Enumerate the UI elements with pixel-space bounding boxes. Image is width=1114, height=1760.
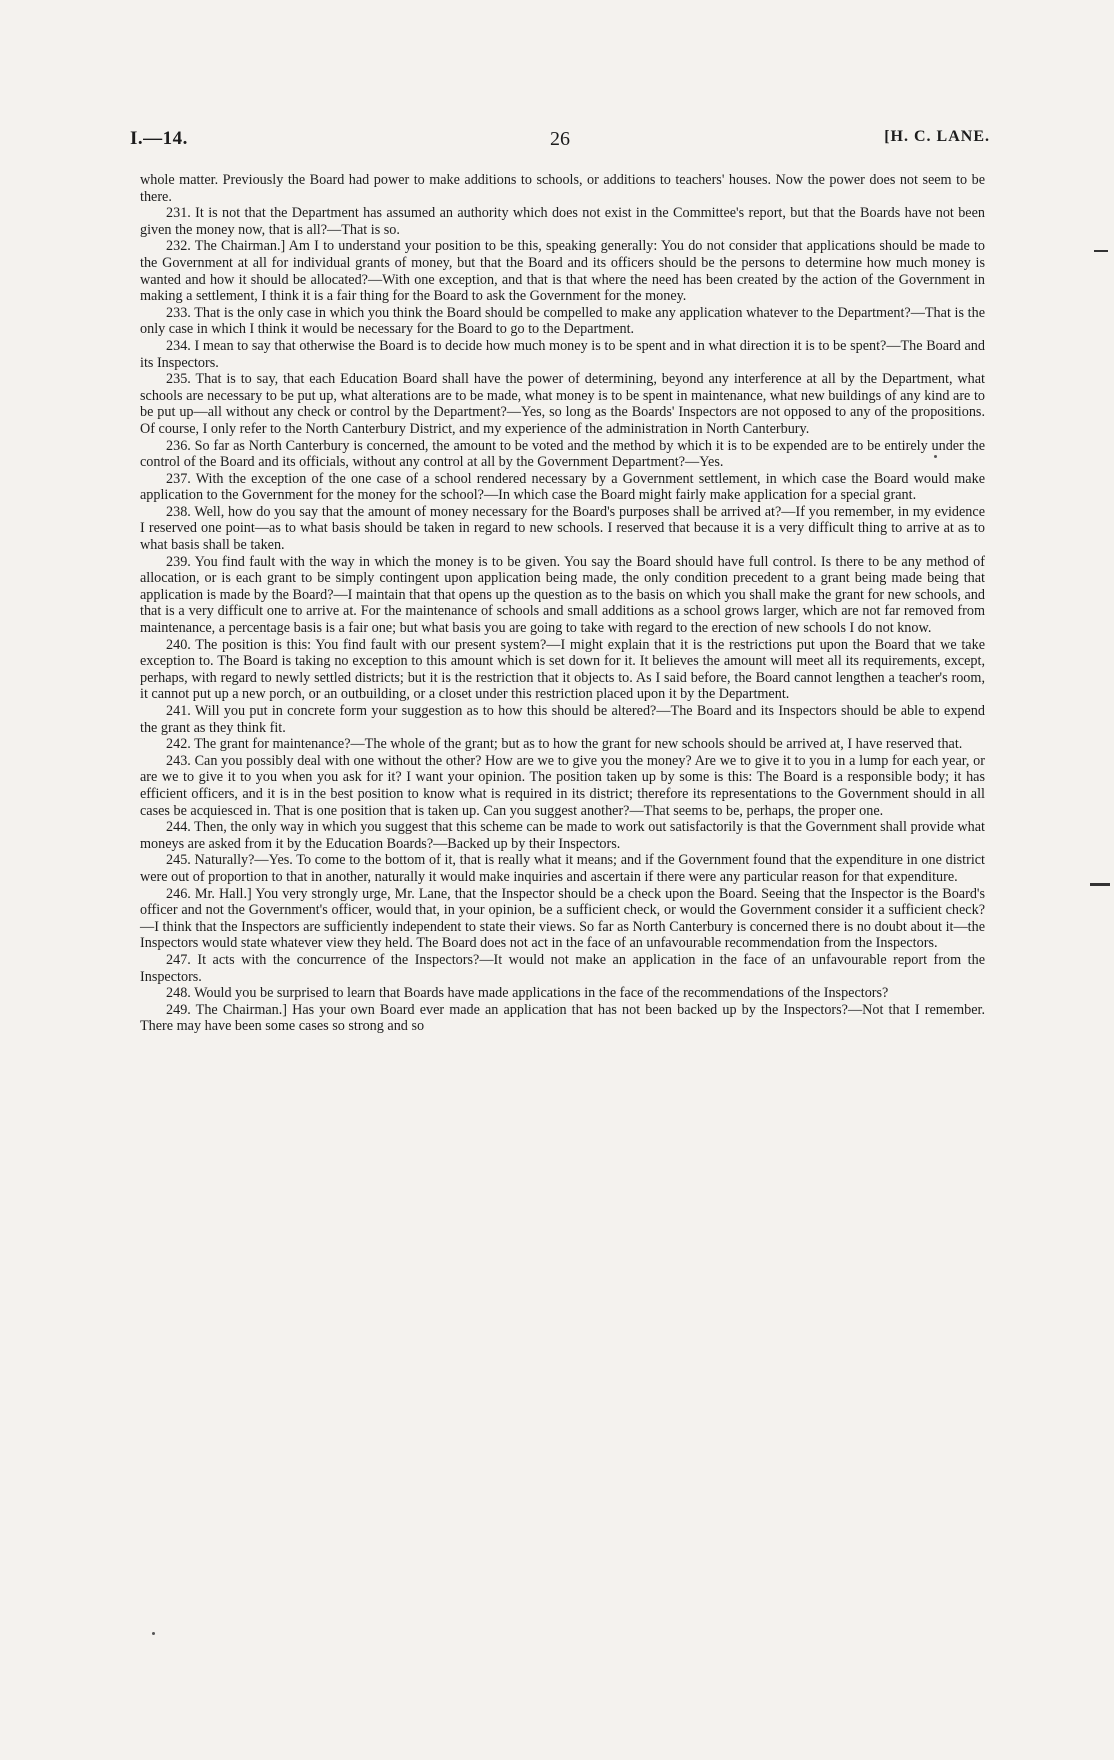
scan-speck <box>934 455 937 458</box>
paragraph: 240. The position is this: You find fault with our present system?—I might explain that it is the restrictions put upon the Board that we take exception to. The Board is taking no exception to this amount which is set down for it. It believes the amount will meet all its requirements, except, perhaps, with regard to newly settled districts; but it is the restriction that it objects to. As I said before, the Board cannot lengthen a teacher's room, it cannot put up a new porch, or an outbuilding, or a closet under this restriction placed upon it by the Department. <box>140 636 985 703</box>
page-header <box>130 128 990 152</box>
paragraph: 246. Mr. Hall.] You very strongly urge, Mr. Lane, that the Inspector should be a check upon the Board. Seeing that the Inspector is the Board's officer and not the Government's officer, would that, in your opinion, be a sufficient check, or would the Government consider it a sufficient check?—I think that the Inspectors are sufficiently independent to state their views. So far as North Canterbury is concerned there is no doubt about it—the Inspectors would state whatever view they held. The Board does not act in the face of an unfavourable recommendation from the Inspectors. <box>140 885 985 952</box>
margin-mark <box>1090 883 1110 886</box>
paper-reference: I.—14. <box>130 128 188 149</box>
paragraph: 245. Naturally?—Yes. To come to the bottom of it, that is really what it means; and if the Government found that the expenditure in one district were out of proportion to that in another, naturally it would make inquiries and ascertain if there were any particular reason for that expenditure. <box>140 852 985 885</box>
witness-name: [H. C. LANE. <box>884 128 990 145</box>
paragraph: 235. That is to say, that each Education Board shall have the power of determining, beyond any interference at all by the Department, what schools are necessary to be put up, what alterations are to be made, what money is to be spent in maintenance, what new buildings of any kind are to be put up—all without any check or control by the Department?—Yes, so long as the Boards' Inspectors are not opposed to any of the propositions. Of course, I only refer to the North Canterbury District, and my experience of the administration in North Canterbury. <box>140 371 985 437</box>
paragraph: 233. That is the only case in which you think the Board should be compelled to make any application whatever to the Department?—That is the only case in which I think it would be necessary for the Board to go to the Department. <box>140 304 985 338</box>
paragraph: 248. Would you be surprised to learn that Boards have made applications in the face of the recommendations of the Inspectors? <box>166 985 889 1002</box>
paragraph: 232. The Chairman.] Am I to understand your position to be this, speaking generally: You do not consider that applications should be made to the Government at all for individual grants of money, but that the Board and its officers should be the persons to determine how much money is wanted and how it should be allocated?—With one exception, and that is that where the need has been created by the action of the Government in making a settlement, I think it is a fair thing for the Board to ask the Government for the money. <box>140 238 985 305</box>
paragraph: 238. Well, how do you say that the amount of money necessary for the Board's purposes shall be arrived at?—If you remember, in my evidence I reserved one point—as to what basis should be taken in regard to new schools. I reserved that because it is a very difficult thing to arrive at as to what basis shall be taken. <box>140 503 985 554</box>
paragraph: 247. It acts with the concurrence of the Inspectors?—It would not make an application in the face of an unfavourable report from the Inspectors. <box>140 951 985 985</box>
paragraph: 249. The Chairman.] Has your own Board ever made an application that has not been backed up by the Inspectors?—Not that I remember. There may have been some cases so strong and so <box>140 1001 985 1035</box>
paragraph: whole matter. Previously the Board had power to make additions to schools, or additions to teachers' houses. Now the power does not seem to be there. <box>140 172 985 205</box>
paragraph: 239. You find fault with the way in which the money is to be given. You say the Board should have full control. Is there to be any method of allocation, or is each grant to be simply contingent upon application being made, the only condition precedent to a grant being made being that application is made by the Board?—I maintain that that opens up the question as to the basis on which you shall make the grant for new schools, and that is a very difficult one to arrive at. For the maintenance of schools and small additions as a school grows larger, which are not far removed from maintenance, a percentage basis is a fair one; but what basis you are going to take with regard to the erection of new schools I do not know. <box>140 553 985 637</box>
paragraph: 243. Can you possibly deal with one without the other? How are we to give you the money? Are we to give it to you in a lump for each year, or are we to give it to you when you ask for it? I want your opinion. The position taken up by some is this: The Board is a responsible body; it has efficient officers, and it is in the best position to know what is required in its district; therefore its representations to the Government should in all cases be acquiesced in. That is one position that is taken up. Can you suggest another?—That seems to be, perhaps, the proper one. <box>140 752 985 819</box>
paragraph: 231. It is not that the Department has assumed an authority which does not exist in the Committee's report, but that the Boards have not been given the money now, that is all?—That is so. <box>140 205 985 238</box>
paragraph: 236. So far as North Canterbury is concerned, the amount to be voted and the method by which it is to be expended are to be entirely under the control of the Board and its officials, without any control at all by the Government Department?—Yes. <box>140 437 985 471</box>
paragraph: 241. Will you put in concrete form your suggestion as to how this should be altered?—The Board and its Inspectors should be able to expend the grant as they think fit. <box>140 703 985 736</box>
paragraph: 244. Then, the only way in which you suggest that this scheme can be made to work out satisfactorily is that the Government shall provide what moneys are asked from it by the Education Boards?—Backed up by their Inspectors. <box>140 819 985 852</box>
paragraph: 242. The grant for maintenance?—The whole of the grant; but as to how the grant for new schools should be arrived at, I have reserved that. <box>166 736 963 753</box>
margin-mark <box>1094 250 1108 252</box>
paragraph: 237. With the exception of the one case of a school rendered necessary by a Government settlement, in which case the Board would make application to the Government for the money for the school?—In which case the Board might fairly make application for a special grant. <box>140 470 985 504</box>
page-number: 26 <box>550 128 570 150</box>
paragraph: 234. I mean to say that otherwise the Board is to decide how much money is to be spent and in what direction it is to be spent?—The Board and its Inspectors. <box>140 337 985 371</box>
body-text <box>140 172 985 1035</box>
scan-speck <box>152 1632 155 1635</box>
